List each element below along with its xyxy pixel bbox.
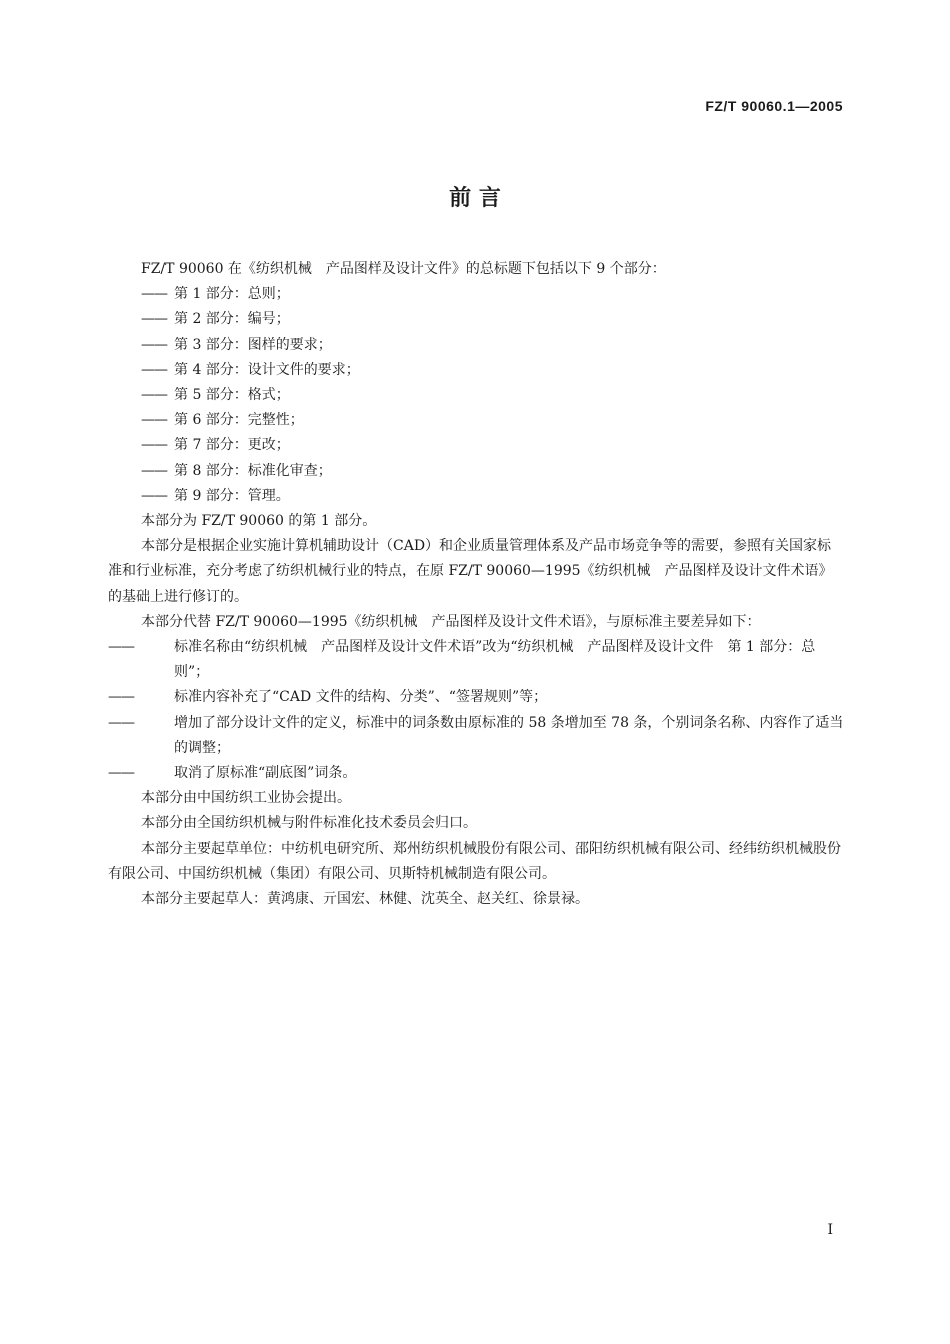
foreword-body (108, 257, 844, 912)
list-item: —— 第 2 部分：编号； (108, 307, 844, 332)
dash-symbol: —— (141, 412, 167, 429)
drafters-paragraph: 本部分主要起草人：黄鸿康、亓国宏、林健、沈英全、赵关红、徐景禄。 (141, 891, 589, 908)
dash-symbol: —— (108, 765, 134, 782)
standard-code: FZ/T 90060.1—2005 (705, 98, 843, 114)
centralized-paragraph: 本部分由全国纺织机械与附件标准化技术委员会归口。 (141, 815, 477, 832)
list-item: —— 第 7 部分：更改； (108, 433, 844, 458)
dash-symbol: —— (141, 437, 167, 454)
dash-symbol: —— (108, 639, 134, 656)
replace-paragraph: 本部分代替 FZ/T 90060—1995《纺织机械 产品图样及设计文件术语》，与原标准主要差异如下： (141, 613, 761, 630)
list-item: —— 第 5 部分：格式； (108, 383, 844, 408)
dash-symbol: —— (141, 286, 167, 303)
intro-paragraph: FZ/T 90060 在《纺织机械 产品图样及设计文件》的总标题下包括以下 9 个部分： (141, 261, 666, 277)
dash-symbol: —— (141, 487, 167, 504)
proposed-paragraph: 本部分由中国纺织工业协会提出。 (141, 790, 351, 807)
dash-symbol: —— (108, 689, 134, 706)
list-item: —— 第 1 部分：总则； (108, 282, 844, 307)
dash-symbol: —— (141, 387, 167, 404)
list-item: —— 增加了部分设计文件的定义，标准中的词条数由原标准的 58 条增加至 78 条，个别词条名称、内容作了适当的调整； (108, 711, 844, 761)
page-number: I (827, 1222, 833, 1238)
list-item: —— 取消了原标准“副底图”词条。 (108, 761, 844, 786)
list-item: —— 第 3 部分：图样的要求； (108, 333, 844, 358)
list-item: —— 第 4 部分：设计文件的要求； (108, 358, 844, 383)
this-part-paragraph: 本部分为 FZ/T 90060 的第 1 部分。 (141, 513, 377, 530)
parts-list (108, 282, 844, 509)
dash-symbol: —— (108, 714, 134, 731)
page-title: 前 言 (449, 186, 501, 211)
dash-symbol: —— (141, 336, 167, 353)
changes-list (108, 635, 844, 786)
list-item: —— 第 9 部分：管理。 (108, 484, 844, 509)
list-item: —— 标准内容补充了“CAD 文件的结构、分类”、“签署规则”等； (108, 685, 844, 710)
dash-symbol: —— (141, 361, 167, 378)
list-item: —— 第 8 部分：标准化审查； (108, 459, 844, 484)
basis-paragraph: 本部分是根据企业实施计算机辅助设计（CAD）和企业质量管理体系及产品市场竞争等的需要，参照有关国家标准和行业标准，充分考虑了纺织机械行业的特点，在原 FZ/T 90060—1995《纺织机械 产品图样及设计文件术语》的基础上进行修订的。 (108, 538, 833, 605)
list-item: —— 第 6 部分：完整性； (108, 408, 844, 433)
drafting-units-paragraph: 本部分主要起草单位：中纺机电研究所、郑州纺织机械股份有限公司、邵阳纺织机械有限公司、经纬纺织机械股份有限公司、中国纺织机械（集团）有限公司、贝斯特机械制造有限公司。 (108, 840, 841, 882)
dash-symbol: —— (141, 311, 167, 328)
dash-symbol: —— (141, 462, 167, 479)
list-item: —— 标准名称由“纺织机械 产品图样及设计文件术语”改为“纺织机械 产品图样及设计文件 第 1 部分：总则”； (108, 635, 844, 685)
